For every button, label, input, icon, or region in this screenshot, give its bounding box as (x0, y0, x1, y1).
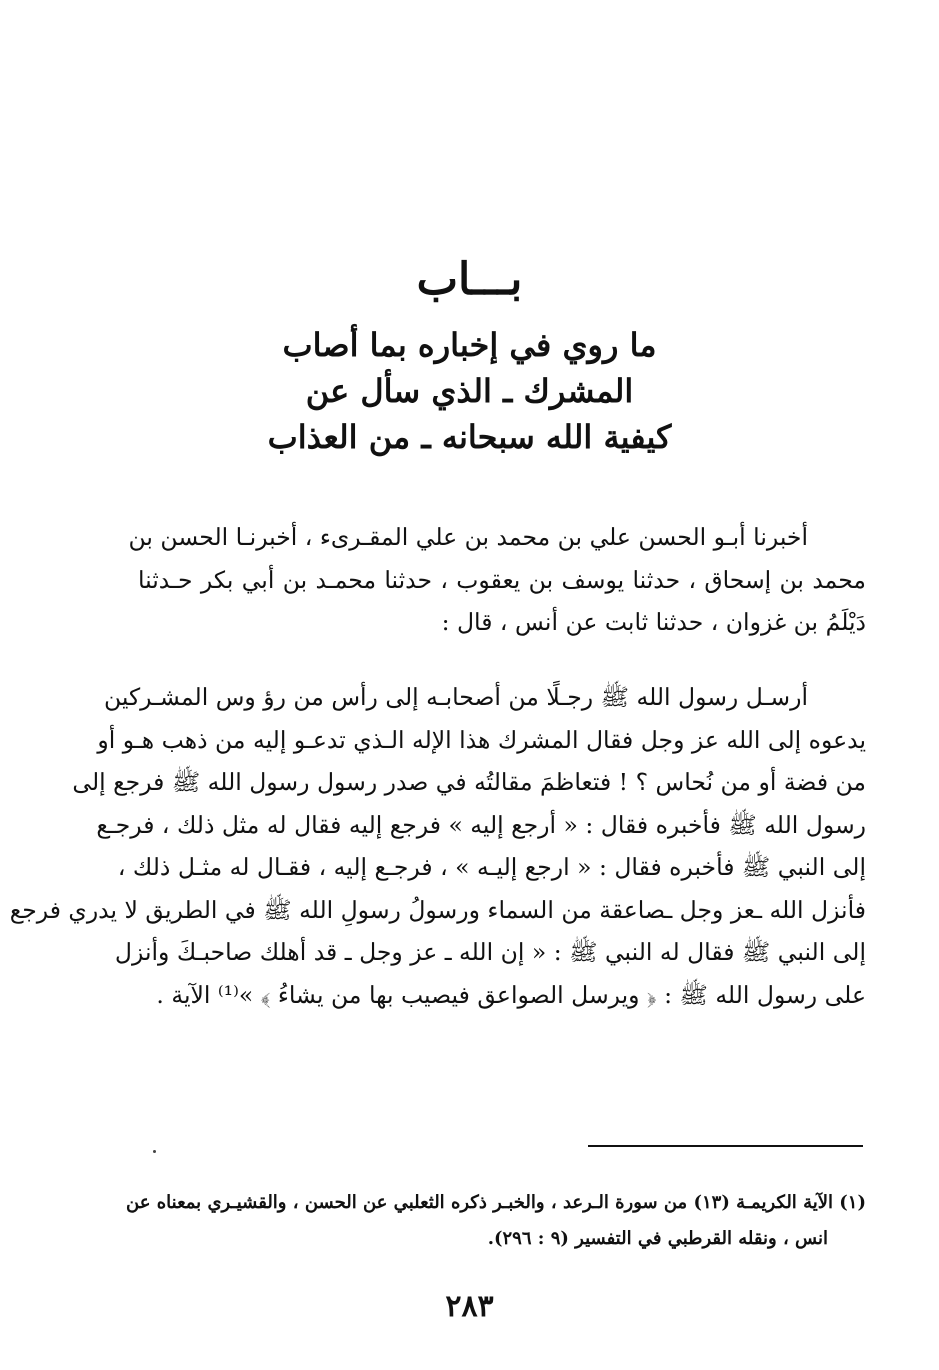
text-line: فأنزل الله ـعز وجل ـصاعقة من السماء ورسولُ رسولِ الله ﷺ في الطريق لا يدري فرجع (9, 895, 866, 924)
text-line: دَيْلَمُ بن غزوان ، حدثنا ثابت عن أنس ، قال : (441, 608, 866, 636)
text-line: أخبرنا أبـو الحسن علي بن محمد بن علي المقـرىء ، أخبرنـا الحسن بن (128, 523, 808, 551)
text-line: أرسـل رسول الله ﷺ رجـلًا من أصحابـه إلى رأس من رؤ وس المشـركين (103, 683, 808, 711)
text-line: محمد بن إسحاق ، حدثنا يوسف بن يعقوب ، حدثنا محمـد بن أبي بكر حـدثنا (138, 565, 866, 594)
hadith-paragraph (9, 676, 866, 1016)
page-number: ٢٨٣ (445, 1289, 494, 1324)
heading-line-3: كيفية الله سبحانه ـ من العذاب (267, 418, 672, 456)
text-line: من فضة أو من نُحاس ؟ ! فتعاظمَ مقالتُه في صدر رسول رسول الله ﷺ فرجع إلى (72, 768, 866, 796)
print-speck (153, 1150, 156, 1153)
footnote (126, 1185, 866, 1257)
chapter-title: بـــاب (416, 254, 523, 305)
footnote-line: انس ، ونقله القرطبي في التفسير (٩ : ٢٩٦). (487, 1228, 828, 1249)
chapter-heading (0, 322, 939, 460)
text-line: إلى النبي ﷺ فأخبره فقال : « ارجع إليـه » ، فرجـع إليه ، فقـال له مثـل ذلك ، (117, 853, 866, 881)
isnad-paragraph (128, 516, 866, 644)
text-line: على رسول الله ﷺ : ﴿ ويرسل الصواعق فيصيب بها من يشاءُ ﴾ »⁽¹⁾ الآية . (156, 980, 866, 1009)
heading-line-2: المشرك ـ الذي سأل عن (305, 372, 634, 410)
heading-line-1: ما روي في إخباره بما أصاب (282, 326, 657, 364)
text-line: يدعوه إلى الله عز وجل فقال المشرك هذا الإله الـذي تدعـو إليه من ذهب هـو أو (97, 725, 866, 754)
text-line: إلى النبي ﷺ فقال له النبي ﷺ : « إن الله ـ عز وجل ـ قد أهلك صاحبـكَ وأنزل (114, 938, 866, 966)
footnote-line: (١) الآية الكريمـة (١٣) من سورة الـرعد ، والخبـر ذكره الثعلبي عن الحسن ، والقشيـري بمعناه عن (126, 1192, 866, 1213)
text-line: رسول الله ﷺ فأخبره فقال : « أرجع إليه » فرجع إليه فقال له مثل ذلك ، فرجـع (96, 810, 866, 839)
footnote-separator (588, 1145, 863, 1147)
